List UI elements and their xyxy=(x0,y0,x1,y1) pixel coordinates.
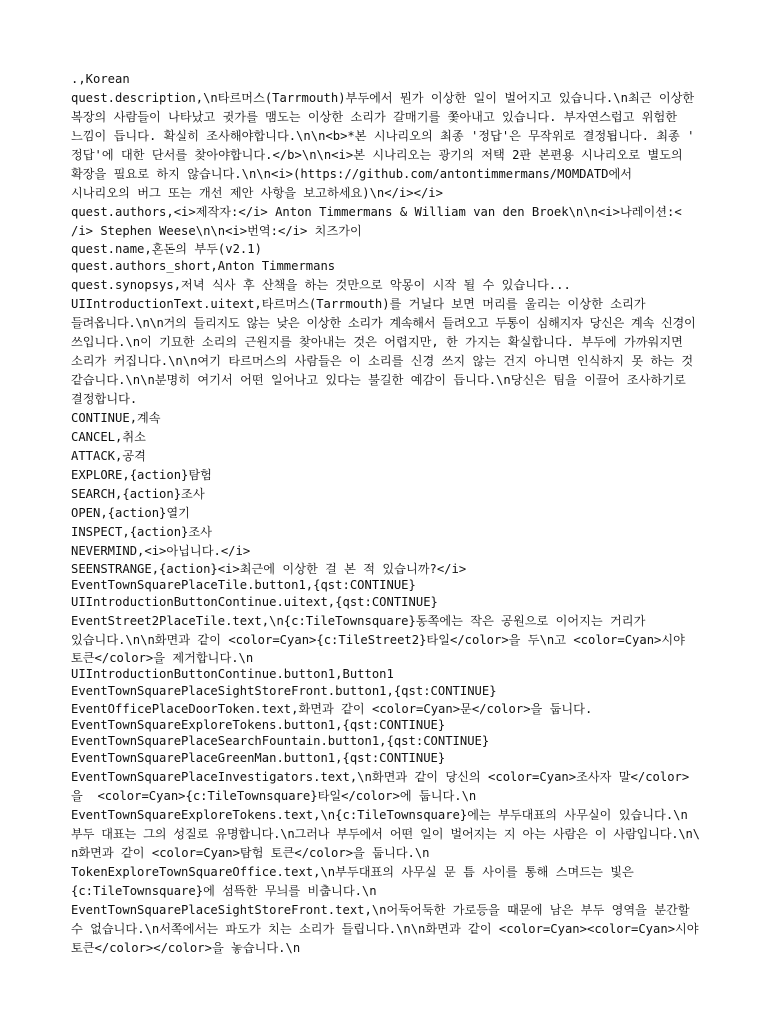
text-line: EventTownSquareExploreTokens.text,\n{c:TileTownsquare}에는 부두대표의 사무실이 있습니다.\n xyxy=(71,808,688,822)
text-line: quest.name,혼돈의 부두(v2.1) xyxy=(71,242,262,256)
text-line: n화면과 같이 <color=Cyan>탐험 토큰</color>을 둡니다.\n xyxy=(71,846,430,860)
text-line: ATTACK,공격 xyxy=(71,449,146,463)
text-line: OPEN,{action}열기 xyxy=(71,506,190,520)
text-line: 복장의 사람들이 나타났고 귓가를 맴도는 이상한 소리가 갈매기를 쫓아내고 있습니다. 부자연스럽고 위험한 xyxy=(71,110,678,124)
text-line: CANCEL,취소 xyxy=(71,430,146,444)
text-line: quest.authors,<i>제작자:</i> Anton Timmermans & William van den Broek\n\n<i>나레이션:< xyxy=(71,205,682,219)
text-line: 느낌이 듭니다. 확실히 조사해야합니다.\n\n<b>*본 시나리오의 최종 '정답'은 무작위로 결정됩니다. 최종 ' xyxy=(71,129,695,143)
text-line: 소리가 커집니다.\n\n여기 타르머스의 사람들은 이 소리를 신경 쓰지 않는 건지 아니면 인식하지 못 하는 것 xyxy=(71,354,694,368)
text-line: EventTownSquarePlaceSearchFountain.button1,{qst:CONTINUE} xyxy=(71,734,490,748)
text-line: EventTownSquarePlaceSightStoreFront.text,\n어둑어둑한 가로등을 때문에 남은 부두 영역을 분간할 xyxy=(71,903,690,917)
text-line: INSPECT,{action}조사 xyxy=(71,525,212,539)
text-line: 을 <color=Cyan>{c:TileTownsquare}타일</color>에 둡니다.\n xyxy=(71,789,477,803)
text-line: .,Korean xyxy=(71,72,130,86)
text-line: quest.description,\n타르머스(Tarrmouth)부두에서 뭔가 이상한 일이 벌어지고 있습니다.\n최근 이상한 xyxy=(71,91,695,105)
text-line: SEENSTRANGE,{action}<i>최근에 이상한 걸 본 적 있습니까?</i> xyxy=(71,562,467,576)
text-line: 토큰</color></color>을 놓습니다.\n xyxy=(71,941,301,955)
text-line: 토큰</color>을 제거합니다.\n xyxy=(71,651,254,665)
text-line: 있습니다.\n\n화면과 같이 <color=Cyan>{c:TileStreet2}타일</color>을 두\n고 <color=Cyan>시야 xyxy=(71,633,685,647)
text-line: EXPLORE,{action}탐험 xyxy=(71,468,212,482)
text-line: 확장을 필요로 하지 않습니다.\n\n<i>(https://github.com/antontimmermans/MOMDATD에서 xyxy=(71,167,633,181)
text-line: UIIntroductionButtonContinue.uitext,{qst:CONTINUE} xyxy=(71,595,438,609)
text-line: EventTownSquarePlaceInvestigators.text,\n화면과 같이 당신의 <color=Cyan>조사자 말</color> xyxy=(71,770,690,784)
text-line: quest.synopsys,저녁 식사 후 산책을 하는 것만으로 악몽이 시작 될 수 있습니다... xyxy=(71,278,571,292)
text-line: 정답'에 대한 단서를 찾아야합니다.</b>\n\n<i>본 시나리오는 광기의 저택 2판 본편용 시나리오로 별도의 xyxy=(71,148,683,162)
text-line: 결정합니다. xyxy=(71,392,138,406)
text-line: EventTownSquarePlaceTile.button1,{qst:CONTINUE} xyxy=(71,578,416,592)
text-line: /i> Stephen Weese\n\n<i>번역:</i> 치즈가이 xyxy=(71,224,362,238)
text-line: EventTownSquareExploreTokens.button1,{qst:CONTINUE} xyxy=(71,718,446,732)
text-line: 같습니다.\n\n분명히 여기서 어떤 일어나고 있다는 불길한 예감이 듭니다.\n당신은 팀을 이끌어 조사하기로 xyxy=(71,373,686,387)
document-page xyxy=(71,70,701,958)
text-line: EventTownSquarePlaceSightStoreFront.button1,{qst:CONTINUE} xyxy=(71,684,497,698)
text-line: CONTINUE,계속 xyxy=(71,411,161,425)
text-line: EventStreet2PlaceTile.text,\n{c:TileTownsquare}동쪽에는 작은 공원으로 이어지는 거리가 xyxy=(71,614,646,628)
text-line: 들려옵니다.\n\n거의 들리지도 않는 낮은 이상한 소리가 계속해서 들려오고 두통이 심해지자 당신은 계속 신경이 xyxy=(71,316,696,330)
text-line: SEARCH,{action}조사 xyxy=(71,487,205,501)
text-line: quest.authors_short,Anton Timmermans xyxy=(71,259,336,273)
text-line: 쓰입니다.\n이 기묘한 소리의 근원지를 찾아내는 것은 어렵지만, 한 가지는 확실합니다. 부두에 가까워지면 xyxy=(71,335,683,349)
text-line: UIIntroductionButtonContinue.button1,Button1 xyxy=(71,667,394,681)
text-line: {c:TileTownsquare}에 섬뜩한 무늬를 비춥니다.\n xyxy=(71,884,377,898)
text-line: EventTownSquarePlaceGreenMan.button1,{qst:CONTINUE} xyxy=(71,751,446,765)
text-line: UIIntroductionText.uitext,타르머스(Tarrmouth)를 거닐다 보면 머리를 울리는 이상한 소리가 xyxy=(71,297,646,311)
text-line: 시나리오의 버그 또는 개선 제안 사항을 보고하세요)\n</i></i> xyxy=(71,186,443,200)
text-line: TokenExploreTownSquareOffice.text,\n부두대표의 사무실 문 틈 사이를 통해 스며드는 빛은 xyxy=(71,865,634,879)
text-line: EventOfficePlaceDoorToken.text,화면과 같이 <color=Cyan>문</color>을 둡니다. xyxy=(71,702,593,716)
text-line: NEVERMIND,<i>아닙니다.</i> xyxy=(71,544,251,558)
text-line: 부두 대표는 그의 성질로 유명합니다.\n그러나 부두에서 어떤 일이 벌어지는 지 아는 사람은 이 사람입니다.\n\ xyxy=(71,827,700,841)
text-line: 수 없습니다.\n서쪽에서는 파도가 치는 소리가 들립니다.\n\n화면과 같이 <color=Cyan><color=Cyan>시야 xyxy=(71,922,699,936)
